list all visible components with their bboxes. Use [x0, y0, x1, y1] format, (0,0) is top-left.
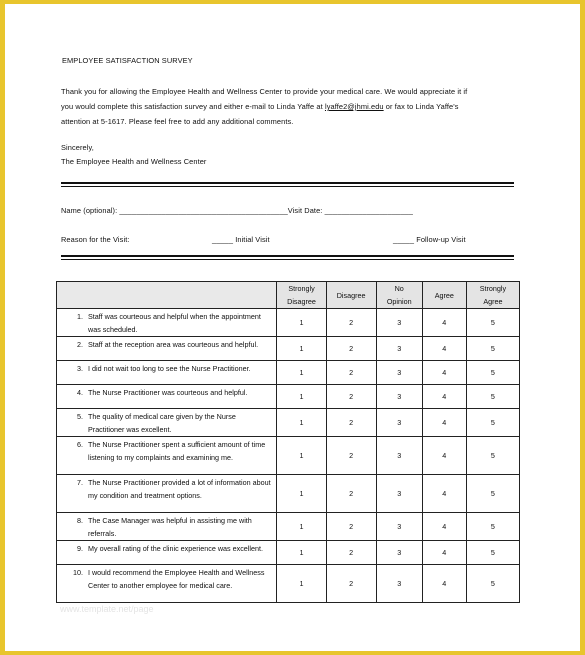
- table-row: [57, 409, 520, 437]
- table-row: [57, 513, 520, 541]
- rating-option[interactable]: 5: [466, 409, 519, 437]
- question-number: 10.: [73, 568, 83, 577]
- header-agree: Agree: [422, 282, 466, 309]
- rating-option[interactable]: 1: [277, 361, 326, 385]
- rating-option[interactable]: 5: [466, 385, 519, 409]
- question-number: 1.: [77, 312, 83, 321]
- rating-option[interactable]: 5: [466, 337, 519, 361]
- question-number: 6.: [77, 440, 83, 449]
- divider-top-thin: [61, 186, 514, 187]
- divider-bottom-thick: [61, 255, 514, 257]
- rating-option[interactable]: 1: [277, 337, 326, 361]
- question-cell: [57, 309, 277, 337]
- rating-option[interactable]: 4: [422, 337, 466, 361]
- question-text: My overall rating of the clinic experience was excellent.: [88, 544, 263, 553]
- table-row: [57, 541, 520, 565]
- rating-option[interactable]: 1: [277, 565, 326, 603]
- name-and-visit-date-field[interactable]: Name (optional): ________________________________________Visit Date: _____________________: [61, 206, 414, 215]
- followup-visit-option[interactable]: _____ Follow-up Visit: [393, 235, 466, 244]
- intro-paragraph: [61, 84, 521, 129]
- rating-option[interactable]: 4: [422, 565, 466, 603]
- question-number: 3.: [77, 364, 83, 373]
- question-number: 5.: [77, 412, 83, 421]
- rating-option[interactable]: 3: [376, 337, 422, 361]
- question-text: Staff at the reception area was courteous and helpful.: [88, 340, 259, 349]
- rating-option[interactable]: 2: [326, 475, 376, 513]
- rating-option[interactable]: 5: [466, 565, 519, 603]
- table-row: [57, 475, 520, 513]
- header-strongly-disagree: Strongly Disagree: [277, 282, 326, 309]
- rating-option[interactable]: 2: [326, 409, 376, 437]
- rating-option[interactable]: 5: [466, 513, 519, 541]
- rating-option[interactable]: 4: [422, 309, 466, 337]
- rating-option[interactable]: 2: [326, 565, 376, 603]
- closing-sincerely: Sincerely,: [61, 143, 94, 152]
- rating-option[interactable]: 2: [326, 513, 376, 541]
- rating-option[interactable]: 5: [466, 541, 519, 565]
- question-text: The Nurse Practitioner provided a lot of information about my condition and treatment options.: [88, 478, 271, 500]
- question-cell: [57, 541, 277, 565]
- question-text: The quality of medical care given by the Nurse Practitioner was excellent.: [88, 412, 236, 434]
- question-number: 4.: [77, 388, 83, 397]
- header-disagree: Disagree: [326, 282, 376, 309]
- header-no-opinion: No Opinion: [376, 282, 422, 309]
- question-cell: [57, 385, 277, 409]
- table-row: [57, 385, 520, 409]
- question-cell: [57, 409, 277, 437]
- rating-option[interactable]: 3: [376, 385, 422, 409]
- rating-option[interactable]: 4: [422, 475, 466, 513]
- rating-option[interactable]: 3: [376, 361, 422, 385]
- rating-option[interactable]: 1: [277, 541, 326, 565]
- header-strongly-agree: Strongly Agree: [466, 282, 519, 309]
- rating-option[interactable]: 3: [376, 437, 422, 475]
- intro-line-2-end: or fax to Linda Yaffe's: [383, 102, 459, 111]
- question-number: 7.: [77, 478, 83, 487]
- question-text: The Case Manager was helpful in assisting me with referrals.: [88, 516, 252, 538]
- rating-option[interactable]: 4: [422, 541, 466, 565]
- question-text: Staff was courteous and helpful when the appointment was scheduled.: [88, 312, 261, 334]
- table-row: [57, 565, 520, 603]
- table-row: [57, 309, 520, 337]
- rating-option[interactable]: 3: [376, 309, 422, 337]
- rating-option[interactable]: 5: [466, 361, 519, 385]
- rating-option[interactable]: 5: [466, 475, 519, 513]
- rating-option[interactable]: 4: [422, 361, 466, 385]
- question-cell: [57, 513, 277, 541]
- rating-option[interactable]: 1: [277, 385, 326, 409]
- rating-option[interactable]: 4: [422, 385, 466, 409]
- divider-bottom-thin: [61, 259, 514, 260]
- rating-option[interactable]: 2: [326, 541, 376, 565]
- table-header-row: [57, 282, 520, 309]
- question-text: The Nurse Practitioner spent a sufficient amount of time listening to my complaints and examining me.: [88, 440, 266, 462]
- rating-option[interactable]: 3: [376, 565, 422, 603]
- intro-line-2-start: you would complete this satisfaction survey and either e-mail to Linda Yaffe at: [61, 102, 325, 111]
- question-cell: [57, 437, 277, 475]
- question-cell: [57, 475, 277, 513]
- email-link[interactable]: lyaffe2@jhmi.edu: [324, 102, 384, 111]
- table-row: [57, 361, 520, 385]
- survey-table: [56, 281, 520, 603]
- closing-signature: The Employee Health and Wellness Center: [61, 157, 207, 166]
- rating-option[interactable]: 4: [422, 513, 466, 541]
- rating-option[interactable]: 1: [277, 309, 326, 337]
- rating-option[interactable]: 3: [376, 409, 422, 437]
- rating-option[interactable]: 4: [422, 409, 466, 437]
- question-text: I did not wait too long to see the Nurse Practitioner.: [88, 364, 251, 373]
- rating-option[interactable]: 2: [326, 361, 376, 385]
- intro-line-3: attention at 5-1617. Please feel free to add any additional comments.: [61, 117, 294, 126]
- document-page: [5, 4, 580, 651]
- rating-option[interactable]: 3: [376, 475, 422, 513]
- rating-option[interactable]: 3: [376, 541, 422, 565]
- divider-top-thick: [61, 182, 514, 184]
- rating-option[interactable]: 1: [277, 409, 326, 437]
- question-number: 2.: [77, 340, 83, 349]
- question-text: I would recommend the Employee Health and Wellness Center to another employee for medical care.: [88, 568, 265, 590]
- rating-option[interactable]: 2: [326, 309, 376, 337]
- question-number: 9.: [77, 544, 83, 553]
- reason-label: Reason for the Visit:: [61, 235, 130, 244]
- rating-option[interactable]: 1: [277, 437, 326, 475]
- rating-option[interactable]: 5: [466, 437, 519, 475]
- question-header: [57, 282, 277, 309]
- rating-option[interactable]: 2: [326, 385, 376, 409]
- rating-option[interactable]: 1: [277, 475, 326, 513]
- watermark: www.template.net/page: [60, 604, 154, 614]
- question-cell: [57, 337, 277, 361]
- rating-option[interactable]: 4: [422, 437, 466, 475]
- rating-option[interactable]: 3: [376, 513, 422, 541]
- table-row: [57, 437, 520, 475]
- question-cell: [57, 361, 277, 385]
- rating-option[interactable]: 1: [277, 513, 326, 541]
- rating-option[interactable]: 2: [326, 437, 376, 475]
- question-text: The Nurse Practitioner was courteous and helpful.: [88, 388, 248, 397]
- table-row: [57, 337, 520, 361]
- question-number: 8.: [77, 516, 83, 525]
- rating-option[interactable]: 5: [466, 309, 519, 337]
- question-cell: [57, 565, 277, 603]
- initial-visit-option[interactable]: _____ Initial Visit: [212, 235, 270, 244]
- survey-title: EMPLOYEE SATISFACTION SURVEY: [62, 56, 193, 65]
- intro-line-1: Thank you for allowing the Employee Health and Wellness Center to provide your medical care. We would appreciate it if: [61, 87, 468, 96]
- rating-option[interactable]: 2: [326, 337, 376, 361]
